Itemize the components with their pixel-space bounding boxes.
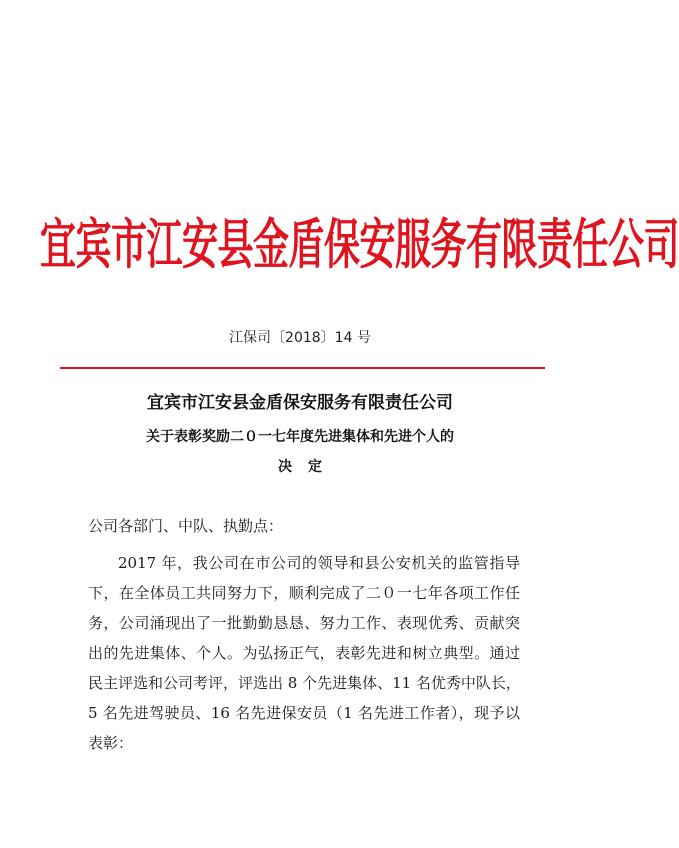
body-line: 务，公司涌现出了一批勤勤恳恳、努力工作、表现优秀、贡献突 bbox=[88, 614, 520, 632]
body-line: 2017 年，我公司在市公司的领导和县公安机关的监管指导 bbox=[118, 554, 520, 572]
salutation: 公司各部门、中队、执勤点： bbox=[88, 517, 284, 535]
body-line: 表彰： bbox=[88, 734, 134, 752]
body-line: 5 名先进驾驶员、16 名先进保安员（1 名先进工作者），现予以 bbox=[88, 704, 520, 722]
document-title-decision: 决定 bbox=[278, 459, 338, 475]
body-line: 下，在全体员工共同努力下，顺利完成了二０一七年各项工作任 bbox=[88, 584, 520, 602]
body-line: 出的先进集体、个人。为弘扬正气，表彰先进和树立典型。通过 bbox=[88, 644, 520, 662]
document-title-subject: 关于表彰奖励二０一七年度先进集体和先进个人的 bbox=[146, 429, 454, 445]
body-paragraph bbox=[88, 548, 520, 758]
body-line: 民主评选和公司考评，评选出 8 个先进集体、11 名优秀中队长， bbox=[88, 674, 521, 692]
red-divider-line bbox=[60, 367, 545, 369]
document-number: 江保司〔2018〕14 号 bbox=[229, 330, 371, 346]
letterhead-company-name: 宜宾市江安县金盾保安服务有限责任公司 bbox=[40, 213, 679, 277]
document-title-company: 宜宾市江安县金盾保安服务有限责任公司 bbox=[147, 393, 453, 413]
